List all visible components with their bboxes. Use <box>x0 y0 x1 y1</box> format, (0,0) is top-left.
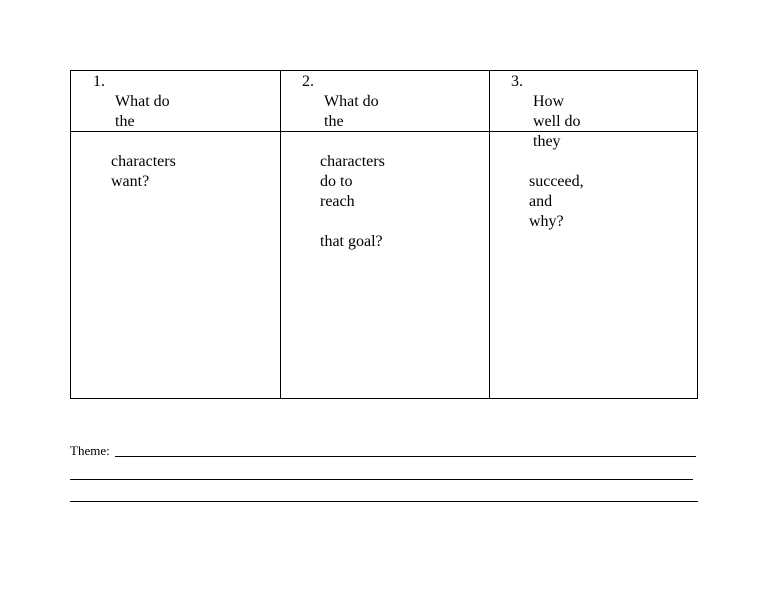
theme-answer-line[interactable] <box>70 501 698 502</box>
question-3-line-2: succeed, and why? <box>529 173 584 230</box>
question-1-line-2: characters want? <box>111 153 176 190</box>
question-1-line-1: What do the <box>115 93 170 130</box>
question-2-line-1: What do the <box>324 93 379 130</box>
answer-cell-3[interactable] <box>490 132 697 398</box>
answer-cell-2[interactable] <box>281 132 489 398</box>
answer-cell-1[interactable] <box>71 132 280 398</box>
theme-answer-line[interactable] <box>115 456 696 457</box>
question-3-line-1: How well do they <box>533 93 581 150</box>
question-3-number: 3. <box>511 73 523 90</box>
question-2-line-2: characters do to reach <box>320 153 385 210</box>
graphic-organizer-table <box>70 70 698 399</box>
theme-label: Theme: <box>70 443 110 458</box>
question-2-number: 2. <box>302 73 314 90</box>
question-1-number: 1. <box>93 73 105 90</box>
question-2-line-3: that goal? <box>320 233 383 250</box>
theme-answer-line[interactable] <box>70 479 693 480</box>
